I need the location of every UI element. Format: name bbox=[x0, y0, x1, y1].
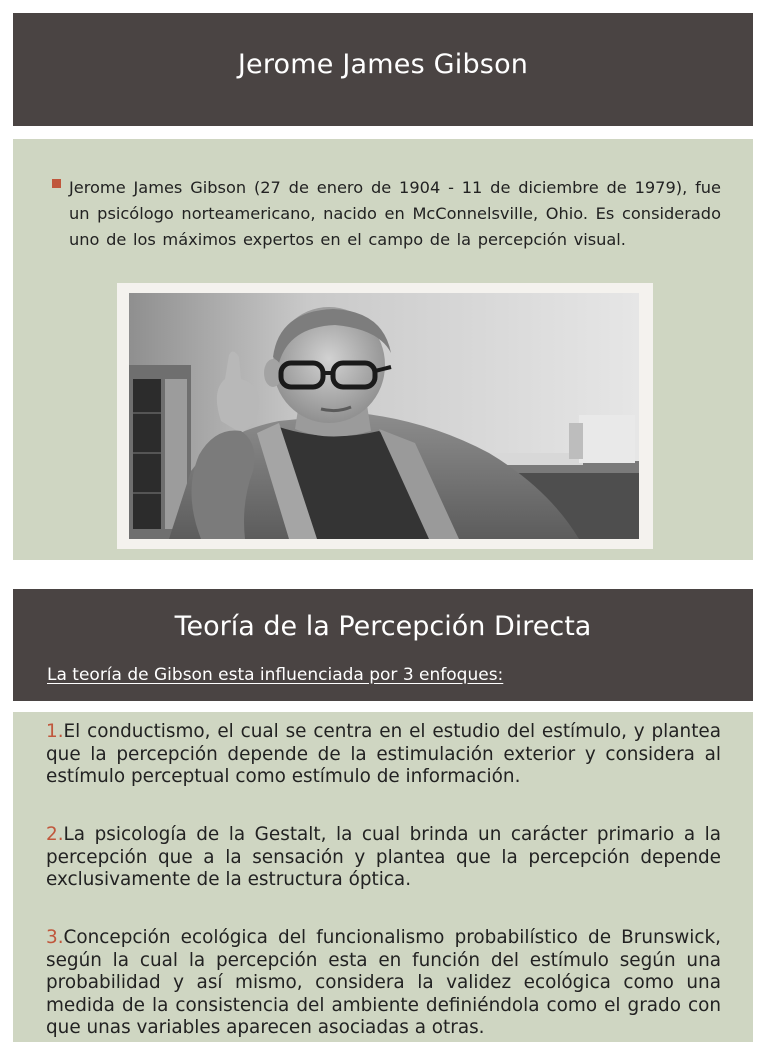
item-number: 1. bbox=[46, 721, 64, 742]
item-text: Concepción ecológica del funcionalismo probabilístico de Brunswick, según la cual la percepción esta en función del estímulo según una probabilidad y así mismo, considera la validez ecológica como una medida de la consistencia del ambiente definiéndola como el grado con que unas variables aparecen asociadas a otras. bbox=[46, 927, 721, 1038]
portrait-photo bbox=[129, 293, 639, 539]
item-text: La psicología de la Gestalt, la cual brinda un carácter primario a la percepción que a la sensación y plantea que la percepción depende exclusivamente de la estructura óptica. bbox=[46, 824, 721, 890]
slide2-header bbox=[13, 589, 753, 701]
slide1-title: Jerome James Gibson bbox=[237, 49, 529, 80]
list-item bbox=[46, 824, 721, 892]
slide2-body bbox=[13, 712, 753, 1042]
slide1-body bbox=[13, 139, 753, 560]
item-number: 3. bbox=[46, 927, 64, 948]
slide1-header bbox=[13, 13, 753, 126]
bullet-text: Jerome James Gibson (27 de enero de 1904 - 11 de diciembre de 1979), fue un psicólogo norteamericano, nacido en McConnelsville, Ohio. Es considerado uno de los máximos expertos en el campo de la percepción visual. bbox=[69, 178, 721, 249]
slide2-subtitle: La teoría de Gibson esta influenciada por 3 enfoques: bbox=[47, 665, 504, 685]
item-text: El conductismo, el cual se centra en el estudio del estímulo, y plantea que la percepción depende de la estimulación exterior y considera al estímulo perceptual como estímulo de información. bbox=[46, 721, 721, 787]
square-bullet-icon bbox=[52, 179, 61, 188]
slide2-title: Teoría de la Percepción Directa bbox=[174, 611, 592, 642]
list-item bbox=[46, 721, 721, 789]
list-item bbox=[46, 927, 721, 1040]
bullet-item bbox=[53, 175, 721, 253]
photo-frame bbox=[117, 283, 653, 549]
item-number: 2. bbox=[46, 824, 64, 845]
